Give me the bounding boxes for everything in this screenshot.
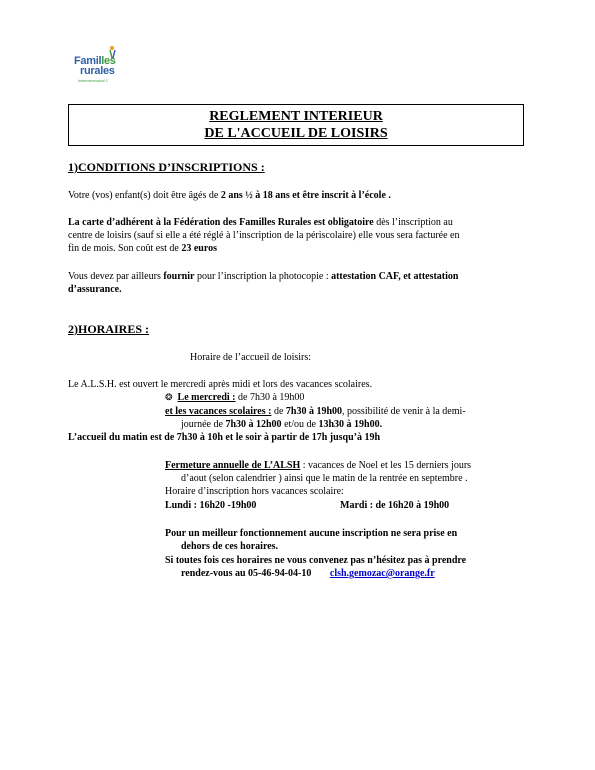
section-heading-conditions: 1)CONDITIONS D’INSCRIPTIONS : [68,160,265,174]
fermeture-label: Fermeture annuelle de L’ALSH [165,460,301,471]
section-heading-horaires: 2)HORAIRES : [68,322,150,336]
age-text: Votre (vos) enfant(s) doit être âgés de [68,190,221,201]
note-line1: Pour un meilleur fonctionnement aucune inscription ne sera prise en [165,528,458,539]
fermeture-line2: d’aout (selon calendrier ) ainsi que le matin de la rentrée en septembre . [181,473,468,484]
paragraph-card-line1: La carte d’adhérent à la Fédération des Familles Rurales est obligatoire dès l’inscription au [68,217,453,228]
logo-text-line1: Familles [74,55,116,67]
mercredi-label: Le mercredi : [177,392,236,403]
alsh-intro: Le A.L.S.H. est ouvert le mercredi après midi et lors des vacances scolaires. [68,379,373,390]
email-link[interactable]: clsh.gemozac@orange.fr [329,568,435,579]
required-documents: attestation CAF, et attestation [331,271,459,282]
title-box [68,104,524,146]
card-cost: 23 euros [181,243,217,254]
vacances-line1: et les vacances scolaires : de 7h30 à 19h00, possibilité de venir à la demi- [165,406,466,417]
logo-tagline: Intercommunal 2 [78,78,108,83]
lundi-hours: Lundi : 16h20 -19h00 [165,500,257,511]
vacances-line2: journée de 7h30 à 12h00 et/ou de 13h30 à 19h00. [181,419,383,430]
paragraph-card-line3: fin de mois. Son coût est de 23 euros [68,243,217,254]
card-requirement: La carte d’adhérent à la Fédération des Familles Rurales est obligatoire [68,217,374,228]
title-line-1: REGLEMENT INTERIEUR [209,109,383,124]
paragraph-card-line2: centre de loisirs (sauf si elle a été réglé à l’inscription de la périscolaire) elle vous sera facturée en [68,230,460,241]
paragraph-age [68,189,391,202]
contact-line2 [181,567,435,580]
fermeture-line1: Fermeture annuelle de L’ALSH : vacances de Noel et les 15 derniers jours [165,460,472,471]
note-line2: dehors de ces horaires. [181,541,279,552]
horaire-subtitle: Horaire de l’accueil de loisirs: [190,352,312,363]
accueil-matin-soir: L’accueil du matin est de 7h30 à 10h et le soir à partir de 17h jusqu’à 19h [68,432,381,443]
age-range: 2 ans ½ à 18 ans et être inscrit à l’école . [220,190,391,201]
inscription-hours-title: Horaire d’inscription hors vacances scolaire: [165,486,344,497]
title-line-2: DE L'ACCUEIL DE LOISIRS [204,126,388,141]
mercredi-hours: de 7h30 à 19h00 [235,392,305,403]
logo-text-line2: rurales [80,65,115,77]
organization-logo [72,44,132,90]
paragraph-documents-line2: d’assurance. [68,284,122,295]
vacances-label: et les vacances scolaires : [165,406,272,417]
paragraph-documents-line1: Vous devez par ailleurs fournir pour l’inscription la photocopie : attestation CAF, et attestation [68,271,459,282]
mercredi-line [165,391,304,405]
contact-line1: Si toutes fois ces horaires ne vous convenez pas n’hésitez pas à prendre [165,555,467,566]
bullet-icon: ❂ [165,393,173,403]
mardi-hours: Mardi : de 16h20 à 19h00 [340,500,450,511]
phone-number: rendez-vous au 05-46-94-04-10 [181,568,312,579]
